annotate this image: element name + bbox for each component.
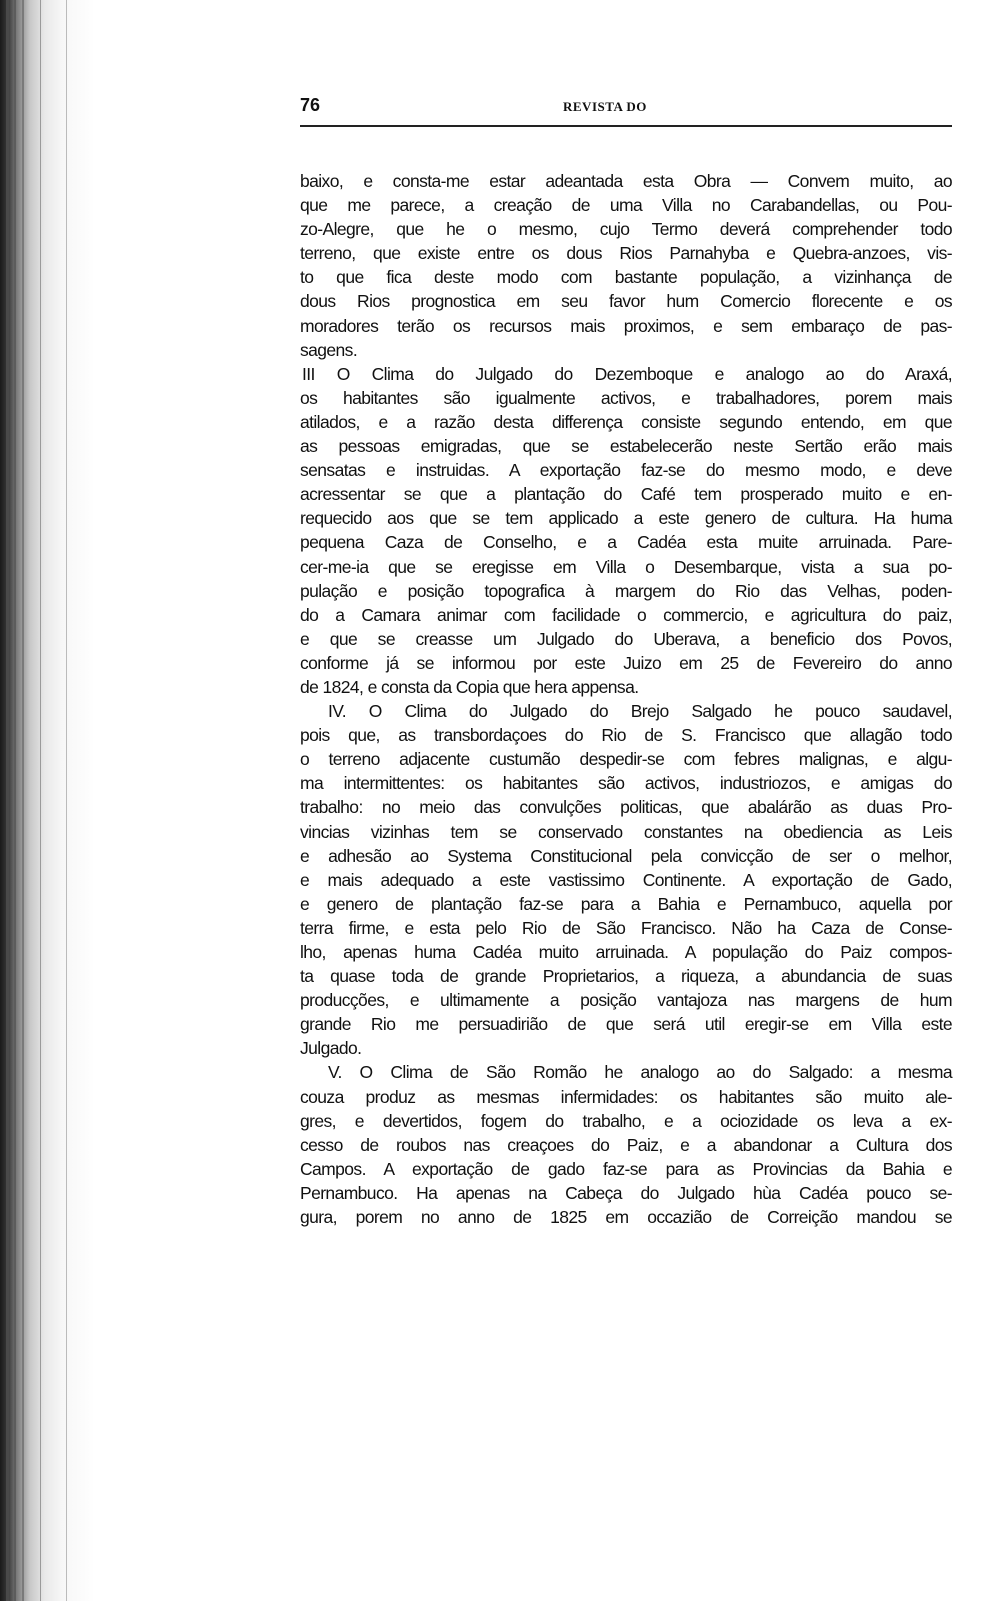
text-line: e adhesão ao Systema Constitucional pela convicção de ser o melhor, xyxy=(300,845,952,866)
text-line: baixo, e consta-me estar adeantada esta Obra — Convem muito, ao xyxy=(300,171,952,191)
text-line: pulação e posição topografica à margem do Rio das Velhas, poden- xyxy=(300,580,952,601)
text-line: as pessoas emigradas, que se estabelecerão neste Sertão erão mais xyxy=(300,436,952,457)
text-line: terra firme, e esta pelo Rio de São Francisco. Não ha Caza de Conse- xyxy=(300,917,952,938)
text-line: sensatas e instruidas. A exportação faz-se do mesmo modo, e deve xyxy=(300,460,952,481)
text-line: pois que, as transbordaçoes do Rio de S. Francisco que allagão todo xyxy=(300,725,952,746)
text-line: requecido aos que se tem applicado a este genero de cultura. Ha huma xyxy=(300,508,952,529)
text-line: ma intermittentes: os habitantes são activos, industriozos, e amigas do xyxy=(300,773,952,794)
text-line: gura, porem no anno de 1825 em occazião de Correição mandou se xyxy=(300,1207,952,1228)
text-line: zo-Alegre, que he o mesmo, cujo Termo deverá comprehender todo xyxy=(300,219,952,240)
text-line: trabalho: no meio das convulções politicas, que abalárão as duas Pro- xyxy=(300,797,952,818)
text-line: moradores terão os recursos mais proximos, e sem embaraço de pas- xyxy=(300,315,952,336)
text-line: e mais adequado a este vastissimo Continente. A exportação de Gado, xyxy=(300,869,952,890)
text-line: pequena Caza de Conselho, e a Cadéa esta muite arruinada. Pare- xyxy=(300,532,952,553)
text-line: Pernambuco. Ha apenas na Cabeça do Julgado hùa Cadéa pouco se- xyxy=(300,1182,952,1203)
text-line: e que se creasse um Julgado do Uberava, a beneficio dos Povos, xyxy=(300,628,952,649)
text-line: que me parece, a creação de uma Villa no Carabandellas, ou Pou- xyxy=(300,195,952,216)
text-line: IV. O Clima do Julgado do Brejo Salgado he pouco saudavel, xyxy=(328,701,952,722)
text-line: acressentar se que a plantação do Café tem prosperado muito e en- xyxy=(300,484,952,505)
binding-streak xyxy=(6,0,9,1601)
text-line: lho, apenas huma Cadéa muito arruinada. A população do Paiz compos- xyxy=(300,942,952,962)
binding-streak xyxy=(40,0,41,1601)
running-head xyxy=(300,95,952,125)
text-line: vincias vizinhas tem se conservado constantes na obediencia as Leis xyxy=(300,821,952,842)
text-line: cer-me-ia que se eregisse em Villa o Desembarque, vista a sua po- xyxy=(300,556,952,577)
text-line: producções, e ultimamente a posição vantajoza nas margens de hum xyxy=(300,990,952,1011)
text-line: couza produz as mesmas infermidades: os habitantes são muito ale- xyxy=(300,1086,952,1107)
text-line: do a Camara animar com facilidade o commercio, e agricultura do paiz, xyxy=(300,604,952,625)
text-line: sagens. xyxy=(300,339,358,360)
text-line: to que fica deste modo com bastante população, a vizinhança de xyxy=(300,267,952,288)
binding-streak xyxy=(66,0,67,1601)
journal-title: REVISTA DO xyxy=(563,99,647,114)
binding-streak xyxy=(14,0,16,1601)
body-text xyxy=(300,169,952,1229)
text-line: gres, e devertidos, fogem do trabalho, e a ociozidade os leva a ex- xyxy=(300,1110,952,1131)
text-line: de 1824, e consta da Copia que hera appensa. xyxy=(300,676,639,697)
binding-streak xyxy=(22,0,24,1601)
text-line: os habitantes são igualmente activos, e trabalhadores, porem mais xyxy=(300,387,952,408)
text-line: III O Clima do Julgado do Dezemboque e analogo ao do Araxá, xyxy=(302,363,952,384)
text-line: e genero de plantação faz-se para a Bahia e Pernambuco, aquella por xyxy=(300,893,952,914)
text-line: terreno, que existe entre os dous Rios Parnahyba e Quebra-anzoes, vis- xyxy=(300,243,952,264)
text-line: dous Rios prognostica em seu favor hum Comercio florecente e os xyxy=(300,291,952,312)
text-line: Campos. A exportação de gado faz-se para as Provincias da Bahia e xyxy=(300,1158,952,1179)
page-number: 76 xyxy=(300,95,321,115)
text-line: conforme já se informou por este Juizo em 25 de Fevereiro do anno xyxy=(300,652,952,673)
text-line: V. O Clima de São Romão he analogo ao do Salgado: a mesma xyxy=(328,1062,952,1083)
text-line: ta quase toda de grande Proprietarios, a riqueza, a abundancia de suas xyxy=(300,966,952,987)
text-line: Julgado. xyxy=(300,1038,362,1059)
text-line: cesso de roubos nas creaçoes do Paiz, e a abandonar a Cultura dos xyxy=(300,1134,952,1155)
text-line: atilados, e a razão desta differença consiste segundo entendo, em que xyxy=(300,411,952,432)
text-line: grande Rio me persuadirião de que será util eregir-se em Villa este xyxy=(300,1014,952,1035)
header-rule xyxy=(300,125,952,127)
scanned-page xyxy=(300,95,952,1228)
text-line: o terreno adjacente custumão despedir-se com febres malignas, e algu- xyxy=(300,749,952,770)
